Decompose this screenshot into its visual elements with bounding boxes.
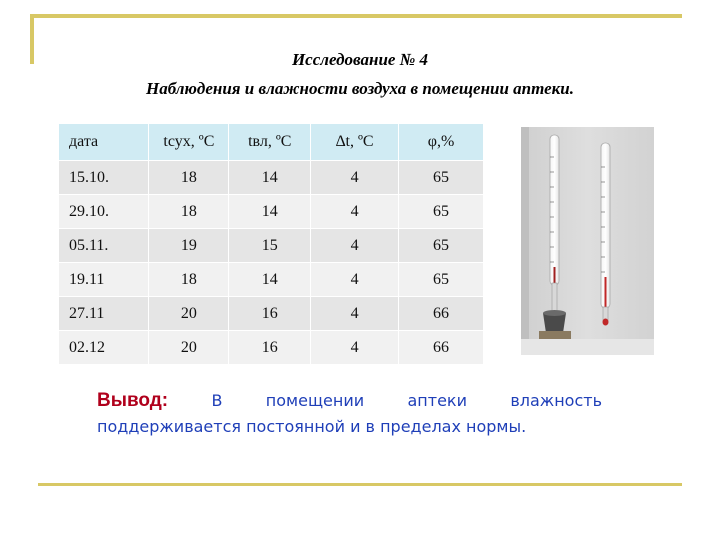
dry-thermometer — [601, 143, 610, 326]
conclusion-line1 — [97, 388, 602, 414]
conclusion-label: Вывод: — [97, 390, 169, 411]
header-temp-diff: ∆t, ºС — [311, 124, 399, 161]
cell-date: 02.12 — [59, 331, 149, 365]
conclusion — [97, 388, 602, 440]
cell-dry-temp: 19 — [149, 229, 229, 263]
header-dry-temp: tсух, ºС — [149, 124, 229, 161]
table-row — [59, 229, 484, 263]
conclusion-word: влажность — [510, 391, 602, 410]
cell-date: 05.11. — [59, 229, 149, 263]
cell-wet-temp: 14 — [229, 161, 311, 195]
header-date: дата — [59, 124, 149, 161]
header-wet-temp: tвл, ºС — [229, 124, 311, 161]
cell-date: 15.10. — [59, 161, 149, 195]
cell-wet-temp: 16 — [229, 297, 311, 331]
cell-temp-diff: 4 — [311, 297, 399, 331]
cell-temp-diff: 4 — [311, 229, 399, 263]
cell-temp-diff: 4 — [311, 195, 399, 229]
cell-dry-temp: 18 — [149, 195, 229, 229]
cell-wet-temp: 14 — [229, 263, 311, 297]
cell-date: 29.10. — [59, 195, 149, 229]
table-row — [59, 195, 484, 229]
cell-humidity: 66 — [399, 297, 484, 331]
cell-temp-diff: 4 — [311, 331, 399, 365]
cell-wet-temp: 14 — [229, 195, 311, 229]
conclusion-line2: поддерживается постоянной и в пределах нормы. — [97, 417, 527, 436]
cell-date: 19.11 — [59, 263, 149, 297]
cell-humidity: 66 — [399, 331, 484, 365]
table-row — [59, 263, 484, 297]
conclusion-word: помещении — [265, 391, 365, 410]
cell-dry-temp: 18 — [149, 263, 229, 297]
frame-left-line — [30, 14, 34, 64]
cell-dry-temp: 18 — [149, 161, 229, 195]
cell-humidity: 65 — [399, 229, 484, 263]
psychrometer-photo — [521, 127, 654, 355]
conclusion-word: аптеки — [407, 391, 467, 410]
study-title: Исследование № 4 — [291, 50, 429, 69]
frame-top-line — [30, 14, 682, 18]
cell-temp-diff: 4 — [311, 263, 399, 297]
study-subtitle: Наблюдения и влажности воздуха в помещении аптеки. — [146, 79, 574, 98]
conclusion-word: В — [211, 391, 223, 410]
cell-wet-temp: 16 — [229, 331, 311, 365]
table-row — [59, 161, 484, 195]
cell-dry-temp: 20 — [149, 297, 229, 331]
cell-wet-temp: 15 — [229, 229, 311, 263]
cell-date: 27.11 — [59, 297, 149, 331]
table-row — [59, 331, 484, 365]
cell-dry-temp: 20 — [149, 331, 229, 365]
cell-humidity: 65 — [399, 263, 484, 297]
cell-temp-diff: 4 — [311, 161, 399, 195]
table-row — [59, 297, 484, 331]
table-header-row — [59, 124, 484, 161]
cell-humidity: 65 — [399, 161, 484, 195]
frame-bottom-line — [38, 483, 682, 486]
header-humidity: φ,% — [399, 124, 484, 161]
humidity-table — [59, 124, 484, 365]
cell-humidity: 65 — [399, 195, 484, 229]
